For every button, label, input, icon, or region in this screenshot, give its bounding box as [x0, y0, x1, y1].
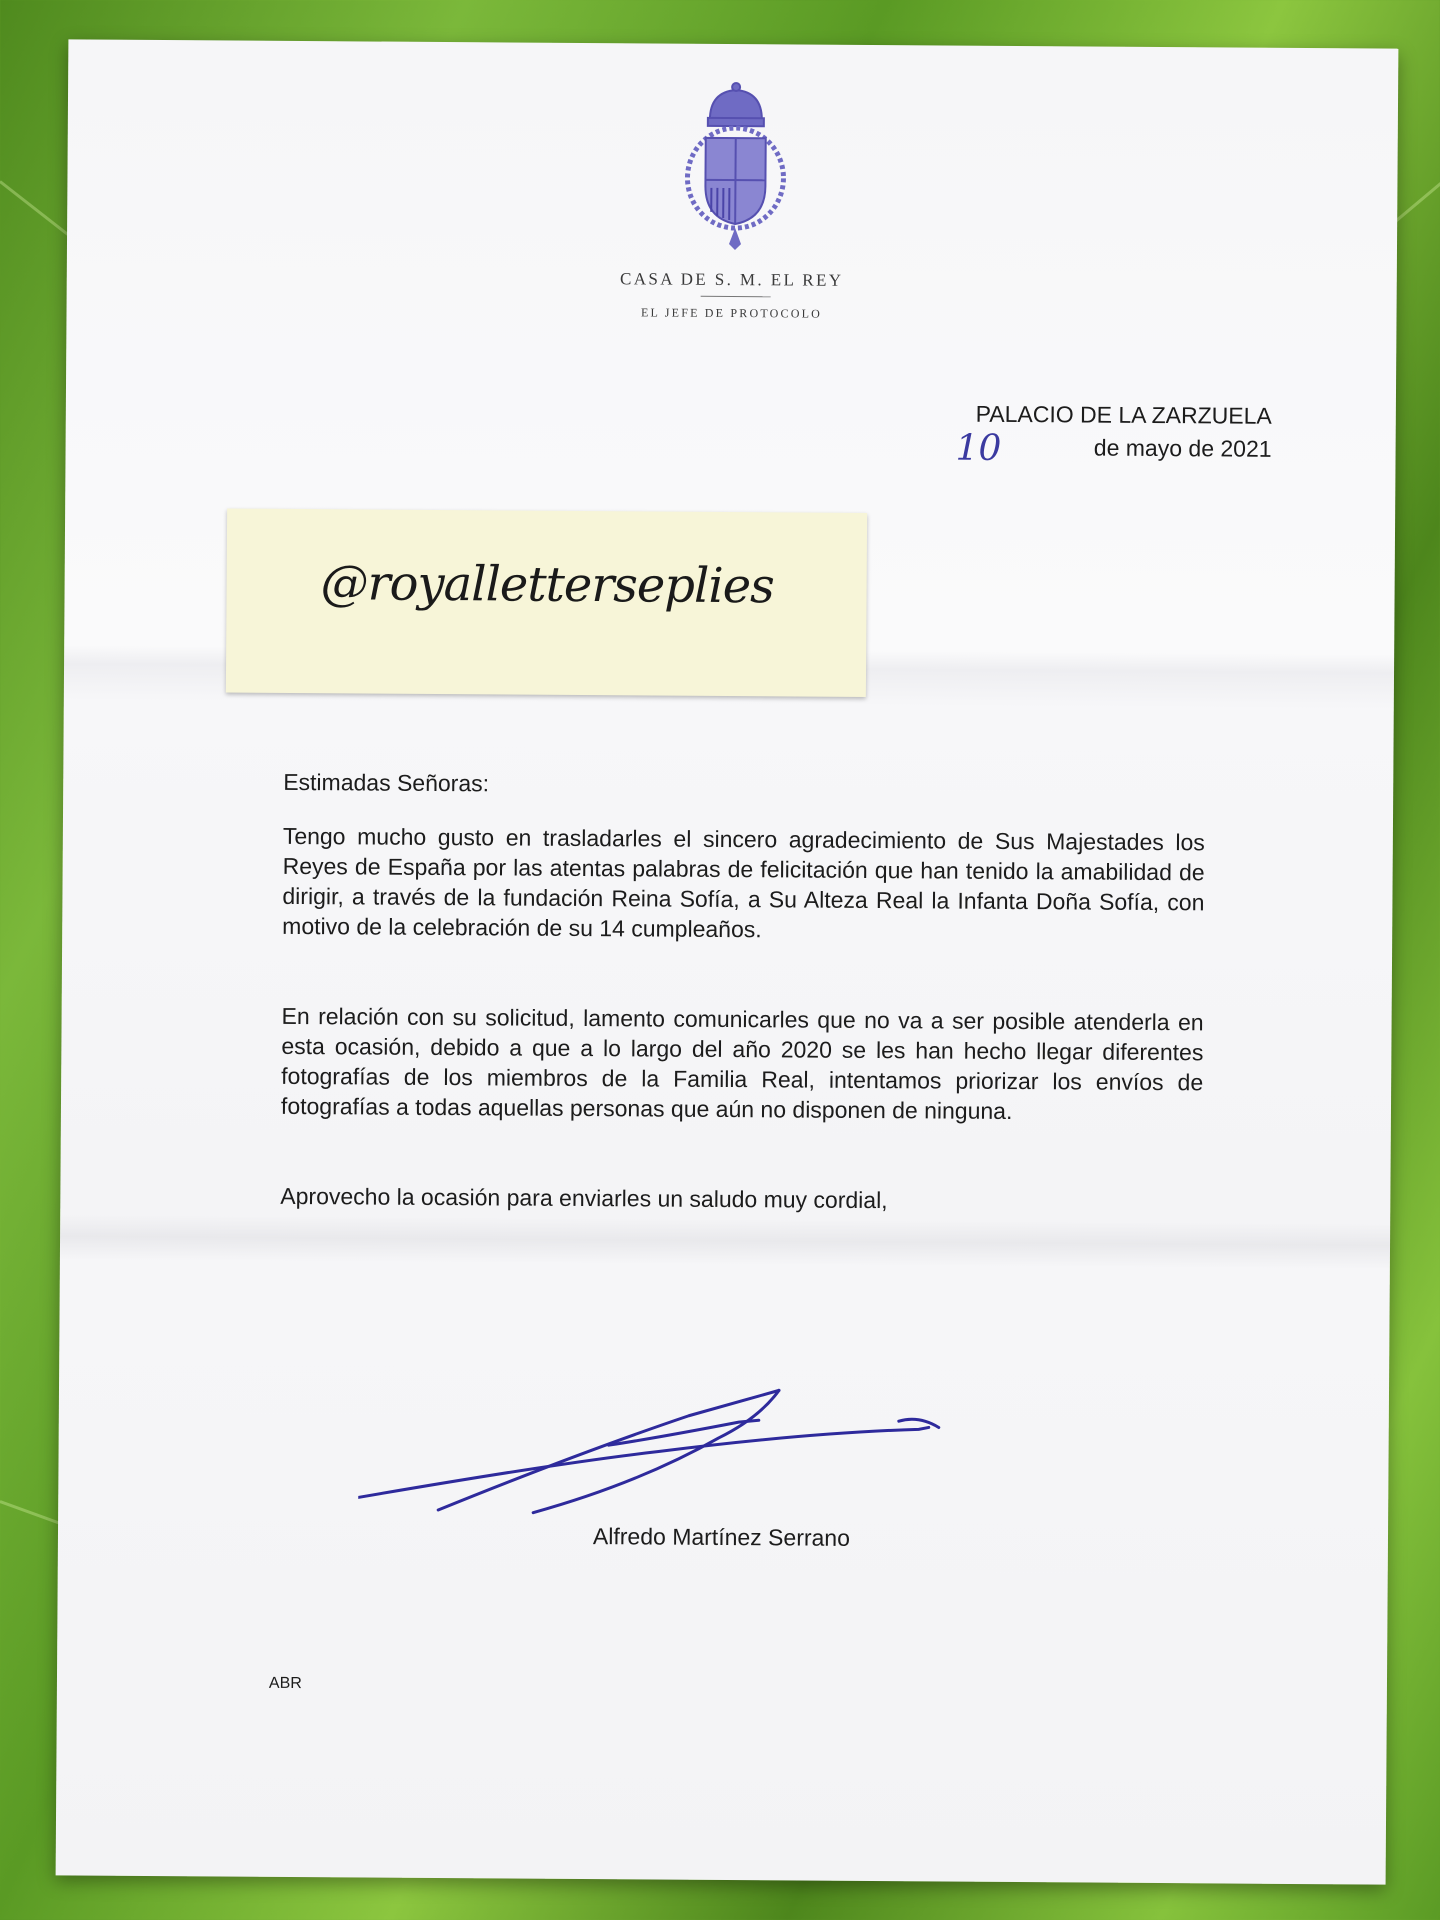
letterhead-office: EL JEFE DE PROTOCOLO [640, 305, 823, 321]
dateline-place: PALACIO DE LA ZARZUELA [975, 400, 1272, 429]
address-label-handle: @royalletterseplies [320, 555, 774, 615]
letter-salutation: Estimadas Señoras: [283, 768, 490, 797]
signer-name: Alfredo Martínez Serrano [592, 1523, 851, 1551]
handwritten-signature [358, 1331, 1079, 1546]
letter-closing: Aprovecho la ocasión para enviarles un saludo muy cordial, [280, 1182, 888, 1214]
letter-paper [56, 39, 1399, 1884]
dateline-date: de mayo de 2021 [1093, 434, 1272, 462]
address-label [226, 508, 867, 696]
letterhead-house: CASA DE S. M. EL REY [619, 269, 844, 290]
letterhead-divider [701, 296, 771, 297]
reference-initials: ABR [268, 1674, 302, 1693]
dateline-day: 10 [955, 427, 1002, 469]
letter-paragraph-2: En relación con su solicitud, lamento comunicarles que no va a ser posible atenderla en esta ocasión, debido a que a lo largo del año 2020 se les han hecho llegar diferentes fotografías de los miembros de la Familia Real, intentamos priorizar los envíos de fotografías a todas aquellas personas que aún no disponen de ninguna. [280, 1002, 1204, 1124]
royal-crest-icon [679, 82, 792, 253]
letter-paragraph-1: Tengo mucho gusto en trasladarles el sincero agradecimiento de Sus Majestades los Reyes de España por las atentas palabras de felicitación que han tenido la amabilidad de dirigir, a través de la fundación Reina Sofía, a Su Alteza Real la Infanta Doña Sofía, con motivo de la celebración de su 14 cumpleaños. [282, 822, 1205, 943]
